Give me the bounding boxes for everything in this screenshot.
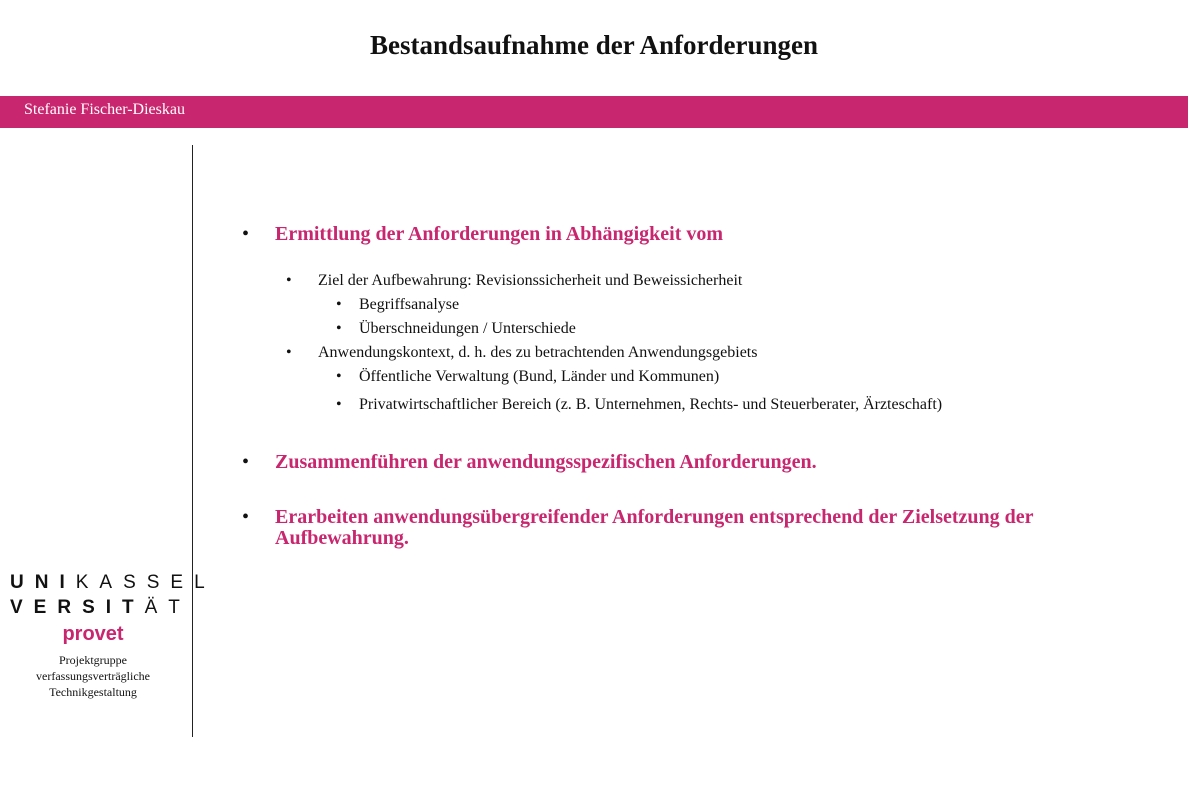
bullet-icon: • bbox=[242, 506, 250, 528]
sub-sub-bullet-text: Privatwirtschaftlicher Bereich (z. B. Unternehmen, Rechts- und Steuerberater, Ärzteschaft) bbox=[359, 396, 943, 413]
bullet-icon: • bbox=[242, 451, 250, 473]
project-group-line: Technikgestaltung bbox=[49, 685, 137, 699]
header-band bbox=[0, 96, 1188, 128]
bullet-point-2-text: Zusammenführen der anwendungsspezifischen Anforderungen. bbox=[275, 451, 817, 473]
sub-sub-bullet bbox=[242, 393, 1162, 417]
sub-sub-bullet-text: Begriffsanalyse bbox=[359, 296, 460, 313]
sub-bullet-kontext-text: Anwendungskontext, d. h. des zu betrachtenden Anwendungsgebiets bbox=[318, 344, 758, 361]
provet-brand: provet bbox=[62, 623, 124, 645]
bullet-icon: • bbox=[336, 296, 342, 313]
vertical-divider bbox=[192, 145, 193, 737]
logo-text-uni: UNI bbox=[10, 572, 76, 593]
author-name: Stefanie Fischer-Dieskau bbox=[24, 101, 185, 118]
slide-title: Bestandsaufnahme der Anforderungen bbox=[369, 30, 819, 60]
sub-sub-bullet bbox=[242, 317, 1162, 341]
bullet-point-3-text: Erarbeiten anwendungsübergreifender Anforderungen entsprechend der Zielsetzung der Aufbewahrung. bbox=[275, 506, 1034, 549]
logo-line-1 bbox=[0, 570, 216, 595]
bullet-point-2 bbox=[242, 450, 1162, 474]
bullet-icon: • bbox=[336, 368, 342, 385]
sub-sub-bullet-text: Überschneidungen / Unterschiede bbox=[359, 320, 576, 337]
bullet-icon: • bbox=[286, 272, 292, 289]
project-group-line: Projektgruppe bbox=[59, 653, 127, 667]
bullet-icon: • bbox=[242, 223, 250, 245]
logo-line-2 bbox=[0, 595, 191, 620]
sub-sub-bullet-text: Öffentliche Verwaltung (Bund, Länder und Kommunen) bbox=[359, 368, 720, 385]
bullet-icon: • bbox=[336, 396, 342, 413]
sub-bullet-ziel-text: Ziel der Aufbewahrung: Revisionssicherheit und Beweissicherheit bbox=[318, 272, 743, 289]
sub-sub-bullet bbox=[242, 293, 1162, 317]
bullet-point-1-text: Ermittlung der Anforderungen in Abhängigkeit vom bbox=[275, 223, 724, 245]
sub-bullet-kontext bbox=[242, 341, 1162, 365]
slide-content bbox=[242, 222, 1162, 549]
bullet-icon: • bbox=[336, 320, 342, 337]
bullet-point-3 bbox=[242, 507, 1162, 549]
sub-bullet-ziel bbox=[242, 269, 1162, 293]
project-group-label bbox=[0, 652, 186, 700]
project-group-line: verfassungsverträgliche bbox=[36, 669, 150, 683]
university-logo bbox=[0, 570, 216, 700]
bullet-icon: • bbox=[286, 344, 292, 361]
bullet-point-1 bbox=[242, 222, 1162, 246]
logo-text-versit: VERSIT bbox=[10, 597, 145, 618]
logo-text-aet: ÄT bbox=[144, 597, 191, 618]
logo-text-kassel: KASSEL bbox=[75, 572, 216, 593]
sub-sub-bullet bbox=[242, 365, 1162, 389]
